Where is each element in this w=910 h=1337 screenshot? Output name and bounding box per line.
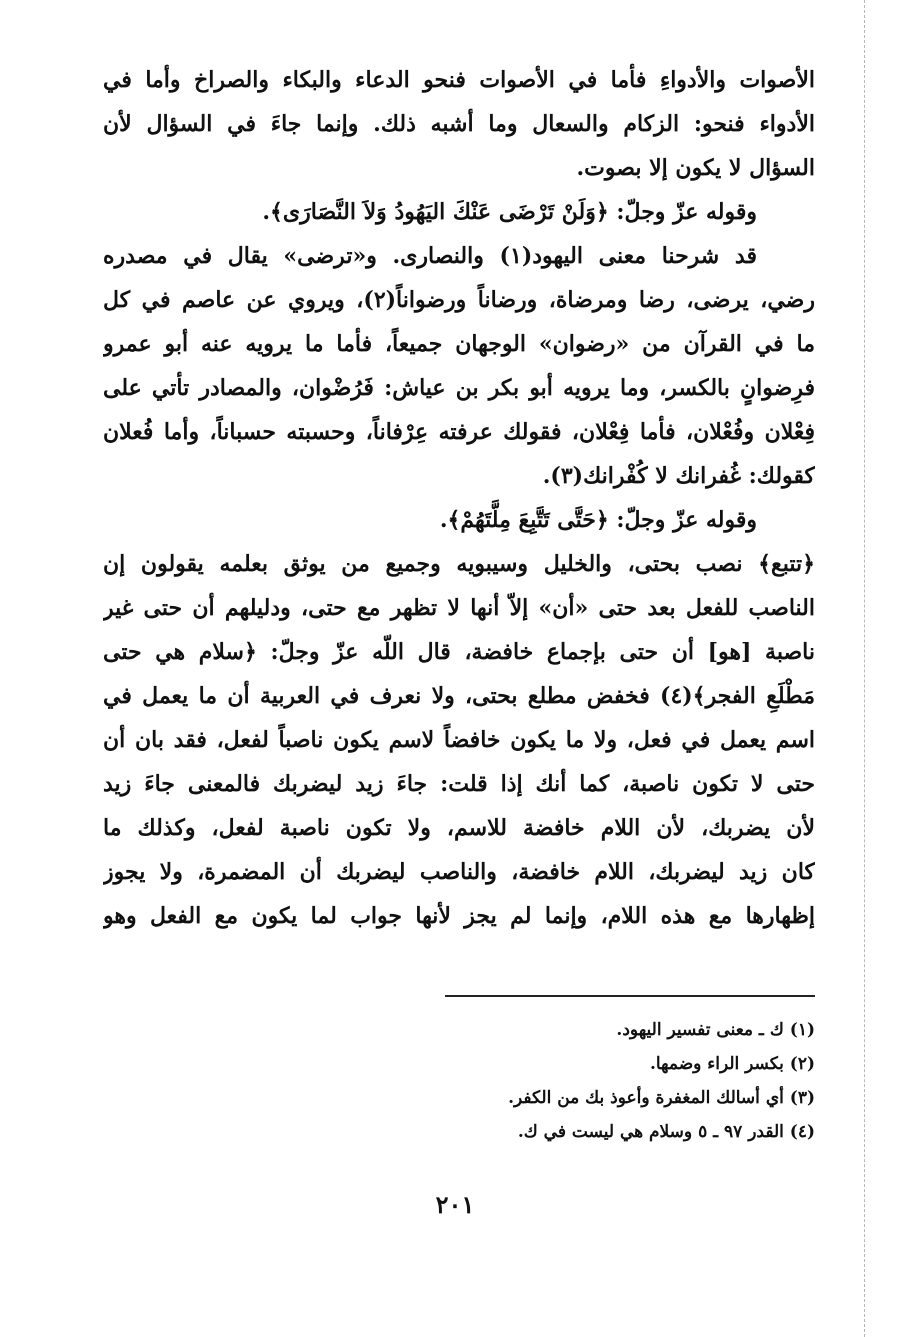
footnote: (٣) أي أسالك المغفرة وأعوذ بك من الكفر. (508, 1088, 815, 1108)
text-line: ما في القرآن من «رضوان» الوجهان جميعاً، فأما ما يرويه عنه أبو عمرو (103, 331, 815, 357)
text-line: ناصبة [هو] أن حتى بإجماع خافضة، قال اللّه عزّ وجلّ: ﴿سلام هي حتى (103, 639, 815, 665)
text-line: وقوله عزّ وجلّ: ﴿حَتَّى تَتَّبِعَ مِلَّتَهُمْ﴾. (439, 507, 757, 533)
text-line: حتى لا تكون ناصبة، كما أنك إذا قلت: جاءَ زيد ليضربك فالمعنى جاءَ زيد (103, 771, 815, 797)
text-line: السؤال لا يكون إلا بصوت. (576, 155, 815, 181)
text-line: قد شرحنا معنى اليهود(١) والنصارى. و«ترضى» يقال في مصدره (103, 243, 757, 269)
text-line: إظهارها مع هذه اللام، وإنما لم يجز لأنها جواب لما يكون مع الفعل وهو (103, 903, 815, 929)
scan-edge-line (864, 0, 865, 1337)
main-text (103, 58, 815, 938)
text-line: ﴿تتبع﴾ نصب بحتى، والخليل وسيبويه وجميع من يوثق بعلمه يقولون إن (103, 551, 815, 577)
footnotes (400, 1013, 815, 1149)
text-line: الناصب للفعل بعد حتى «أن» إلاّ أنها لا تظهر مع حتى، ودليلهم أن حتى غير (103, 595, 815, 621)
text-line: كقولك: غُفرانك لا كُفْرانك(٣). (542, 463, 815, 489)
text-line: الأصوات والأدواءِ فأما في الأصوات فنحو الدعاء والبكاء والصراخ وأما في (103, 67, 815, 93)
text-line: رضي، يرضى، رضا ومرضاة، ورضاناً ورضواناً(٢)، ويروي عن عاصم في كل (103, 287, 815, 313)
text-line: فِعْلان وفُعْلان، فأما فِعْلان، فقولك عرفته عِرْفاناً، وحسبته حسباناً، وأما فُعلان (103, 419, 815, 445)
footnote: (١) ك ـ معنى تفسير اليهود. (616, 1020, 815, 1040)
text-line: كان زيد ليضربك، اللام خافضة، والناصب ليضربك أن المضمرة، ولا يجوز (103, 859, 815, 885)
text-line: وقوله عزّ وجلّ: ﴿وَلَنْ تَرْضَى عَنْكَ اليَهُودُ وَلاَ النَّصَارَى﴾. (262, 199, 757, 225)
footnote: (٤) القدر ٩٧ ـ ٥ وسلام هي ليست في ك. (517, 1122, 815, 1142)
text-line: اسم يعمل في فعل، ولا ما يكون خافضاً لاسم يكون ناصباً لفعل، فقد بان أن (103, 727, 815, 753)
footnote-divider (445, 995, 815, 997)
footnote: (٢) بكسر الراء وضمها. (649, 1054, 815, 1074)
page-number: ٢٠١ (435, 1190, 475, 1219)
text-line: الأدواء فنحو: الزكام والسعال وما أشبه ذلك. وإنما جاءَ في السؤال لأن (103, 111, 815, 137)
text-line: فرِضوانٍ بالكسر، وما يرويه أبو بكر بن عياش: فَرُضْوان، والمصادر تأتي على (103, 375, 815, 401)
text-line: لأن يضربك، لأن اللام خافضة للاسم، ولا تكون ناصبة لفعل، وكذلك ما (103, 815, 815, 841)
text-line: مَطْلَعِ الفجر﴾(٤) فخفض مطلع بحتى، ولا نعرف في العربية أن ما يعمل في (103, 683, 815, 709)
